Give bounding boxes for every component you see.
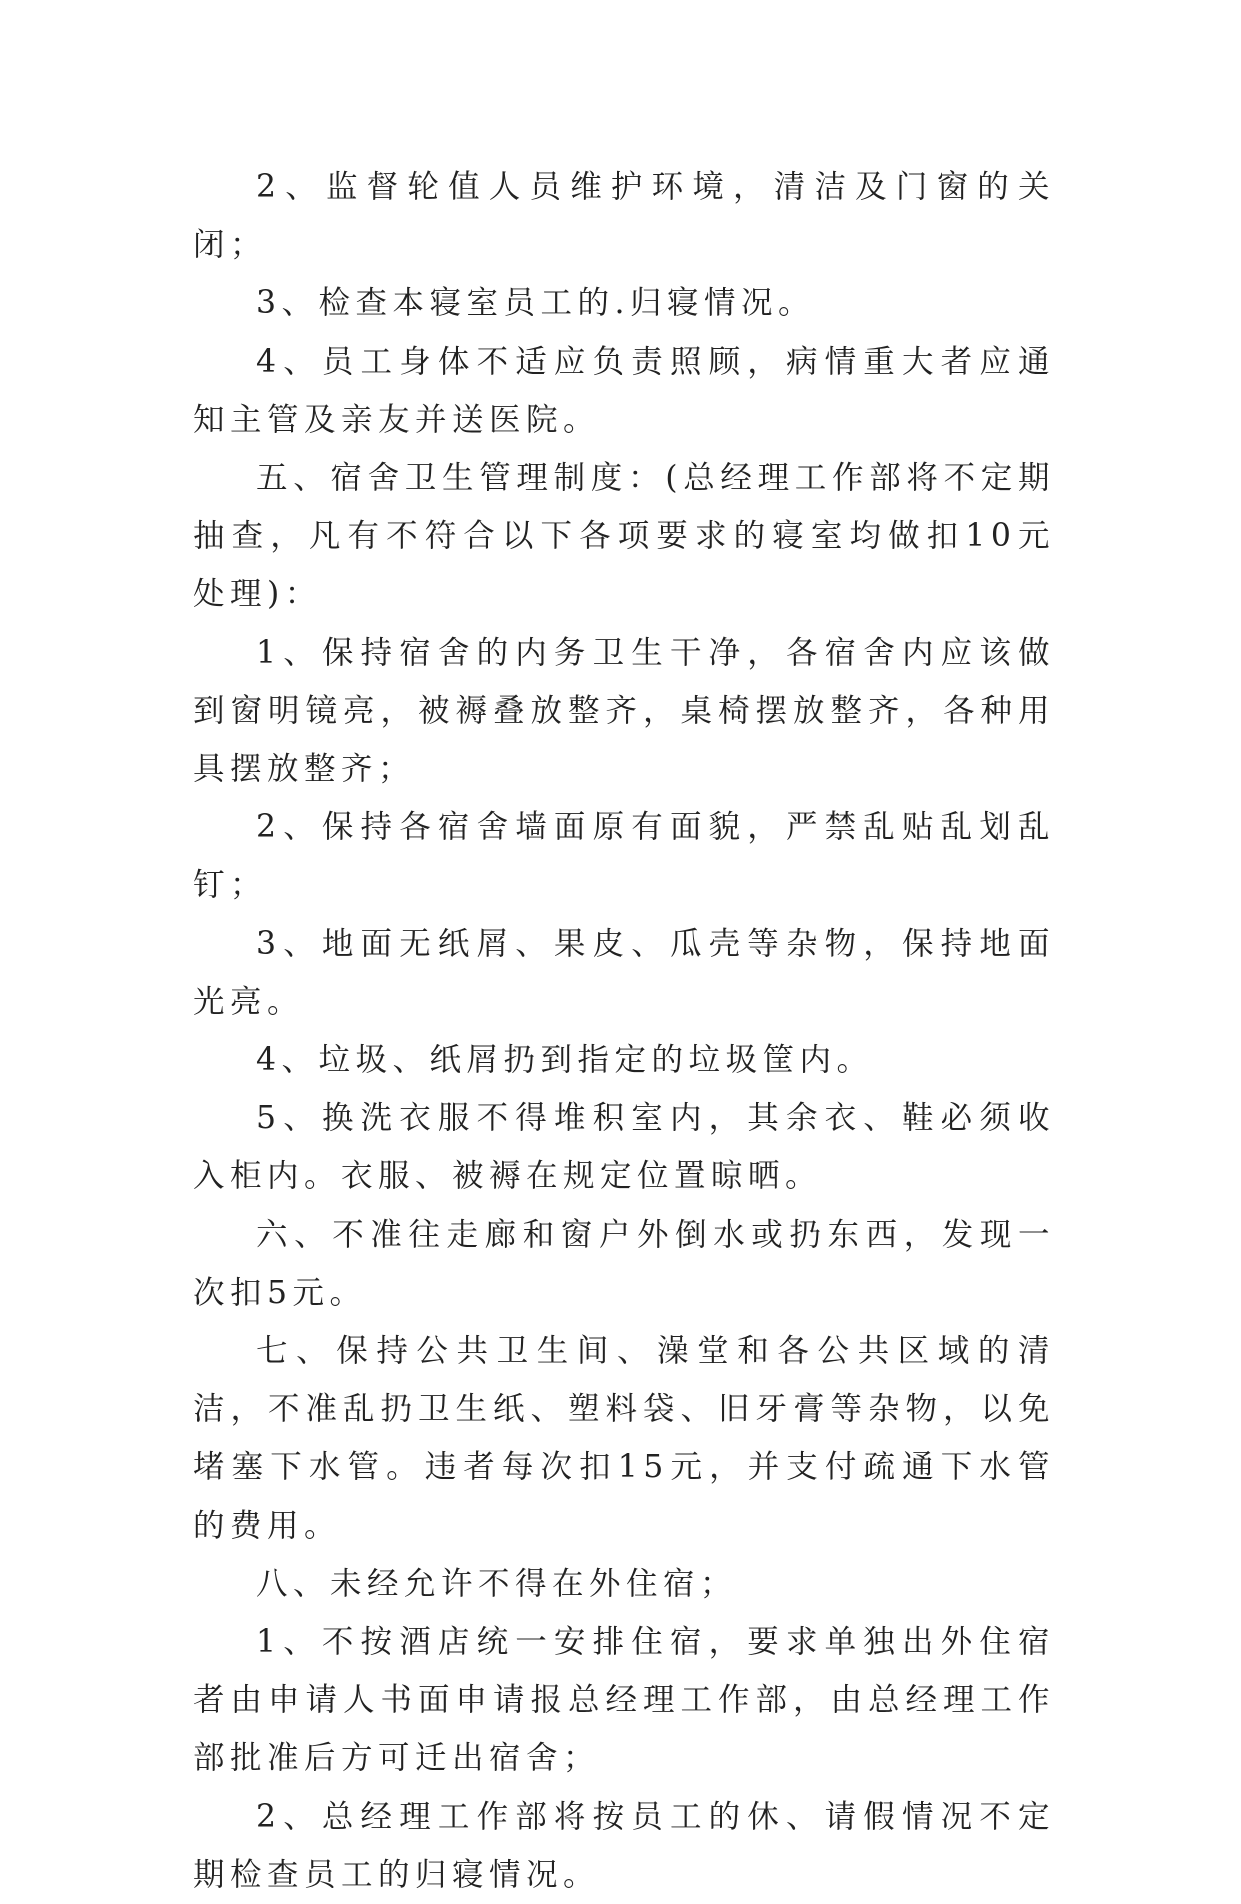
- paragraph-hygiene-4: 4、垃圾、纸屑扔到指定的垃圾筐内。: [256, 1042, 874, 1079]
- document-page: [193, 158, 1055, 1904]
- paragraph-duty-4: 4、员工身体不适应负责照顾，病情重大者应通知主管及亲友并送医院。: [193, 343, 1055, 438]
- section-heading-public-areas: 七、保持公共卫生间、澡堂和各公共区域的清洁，不准乱扔卫生纸、塑料袋、旧牙膏等杂物，以免堵塞下水管。违者每次扣15元，并支付疏通下水管的费用。: [193, 1333, 1055, 1544]
- section-heading-no-throwing: 六、不准往走廊和窗户外倒水或扔东西，发现一次扣5元。: [193, 1216, 1055, 1311]
- paragraph-hygiene-1: 1、保持宿舍的内务卫生干净，各宿舍内应该做到窗明镜亮，被褥叠放整齐，桌椅摆放整齐，各种用具摆放整齐；: [193, 634, 1055, 788]
- paragraph-hygiene-5: 5、换洗衣服不得堆积室内，其余衣、鞋必须收入柜内。衣服、被褥在规定位置晾晒。: [193, 1100, 1055, 1195]
- paragraph-lodging-2: 2、总经理工作部将按员工的休、请假情况不定期检查员工的归寝情况。: [193, 1798, 1055, 1893]
- paragraph-lodging-1: 1、不按酒店统一安排住宿，要求单独出外住宿者由申请人书面申请报总经理工作部，由总经理工作部批准后方可迁出宿舍；: [193, 1624, 1055, 1777]
- paragraph-hygiene-2: 2、保持各宿舍墙面原有面貌，严禁乱贴乱划乱钉；: [193, 809, 1055, 904]
- section-heading-lodging: 八、未经允许不得在外住宿；: [256, 1565, 738, 1602]
- section-heading-hygiene: 五、宿舍卫生管理制度：(总经理工作部将不定期抽查，凡有不符合以下各项要求的寝室均做扣10元处理)：: [193, 460, 1055, 613]
- paragraph-duty-3: 3、检查本寝室员工的.归寝情况。: [256, 285, 816, 322]
- paragraph-duty-2: 2、监督轮值人员维护环境，清洁及门窗的关闭；: [193, 169, 1055, 264]
- paragraph-hygiene-3: 3、地面无纸屑、果皮、瓜壳等杂物，保持地面光亮。: [193, 925, 1055, 1020]
